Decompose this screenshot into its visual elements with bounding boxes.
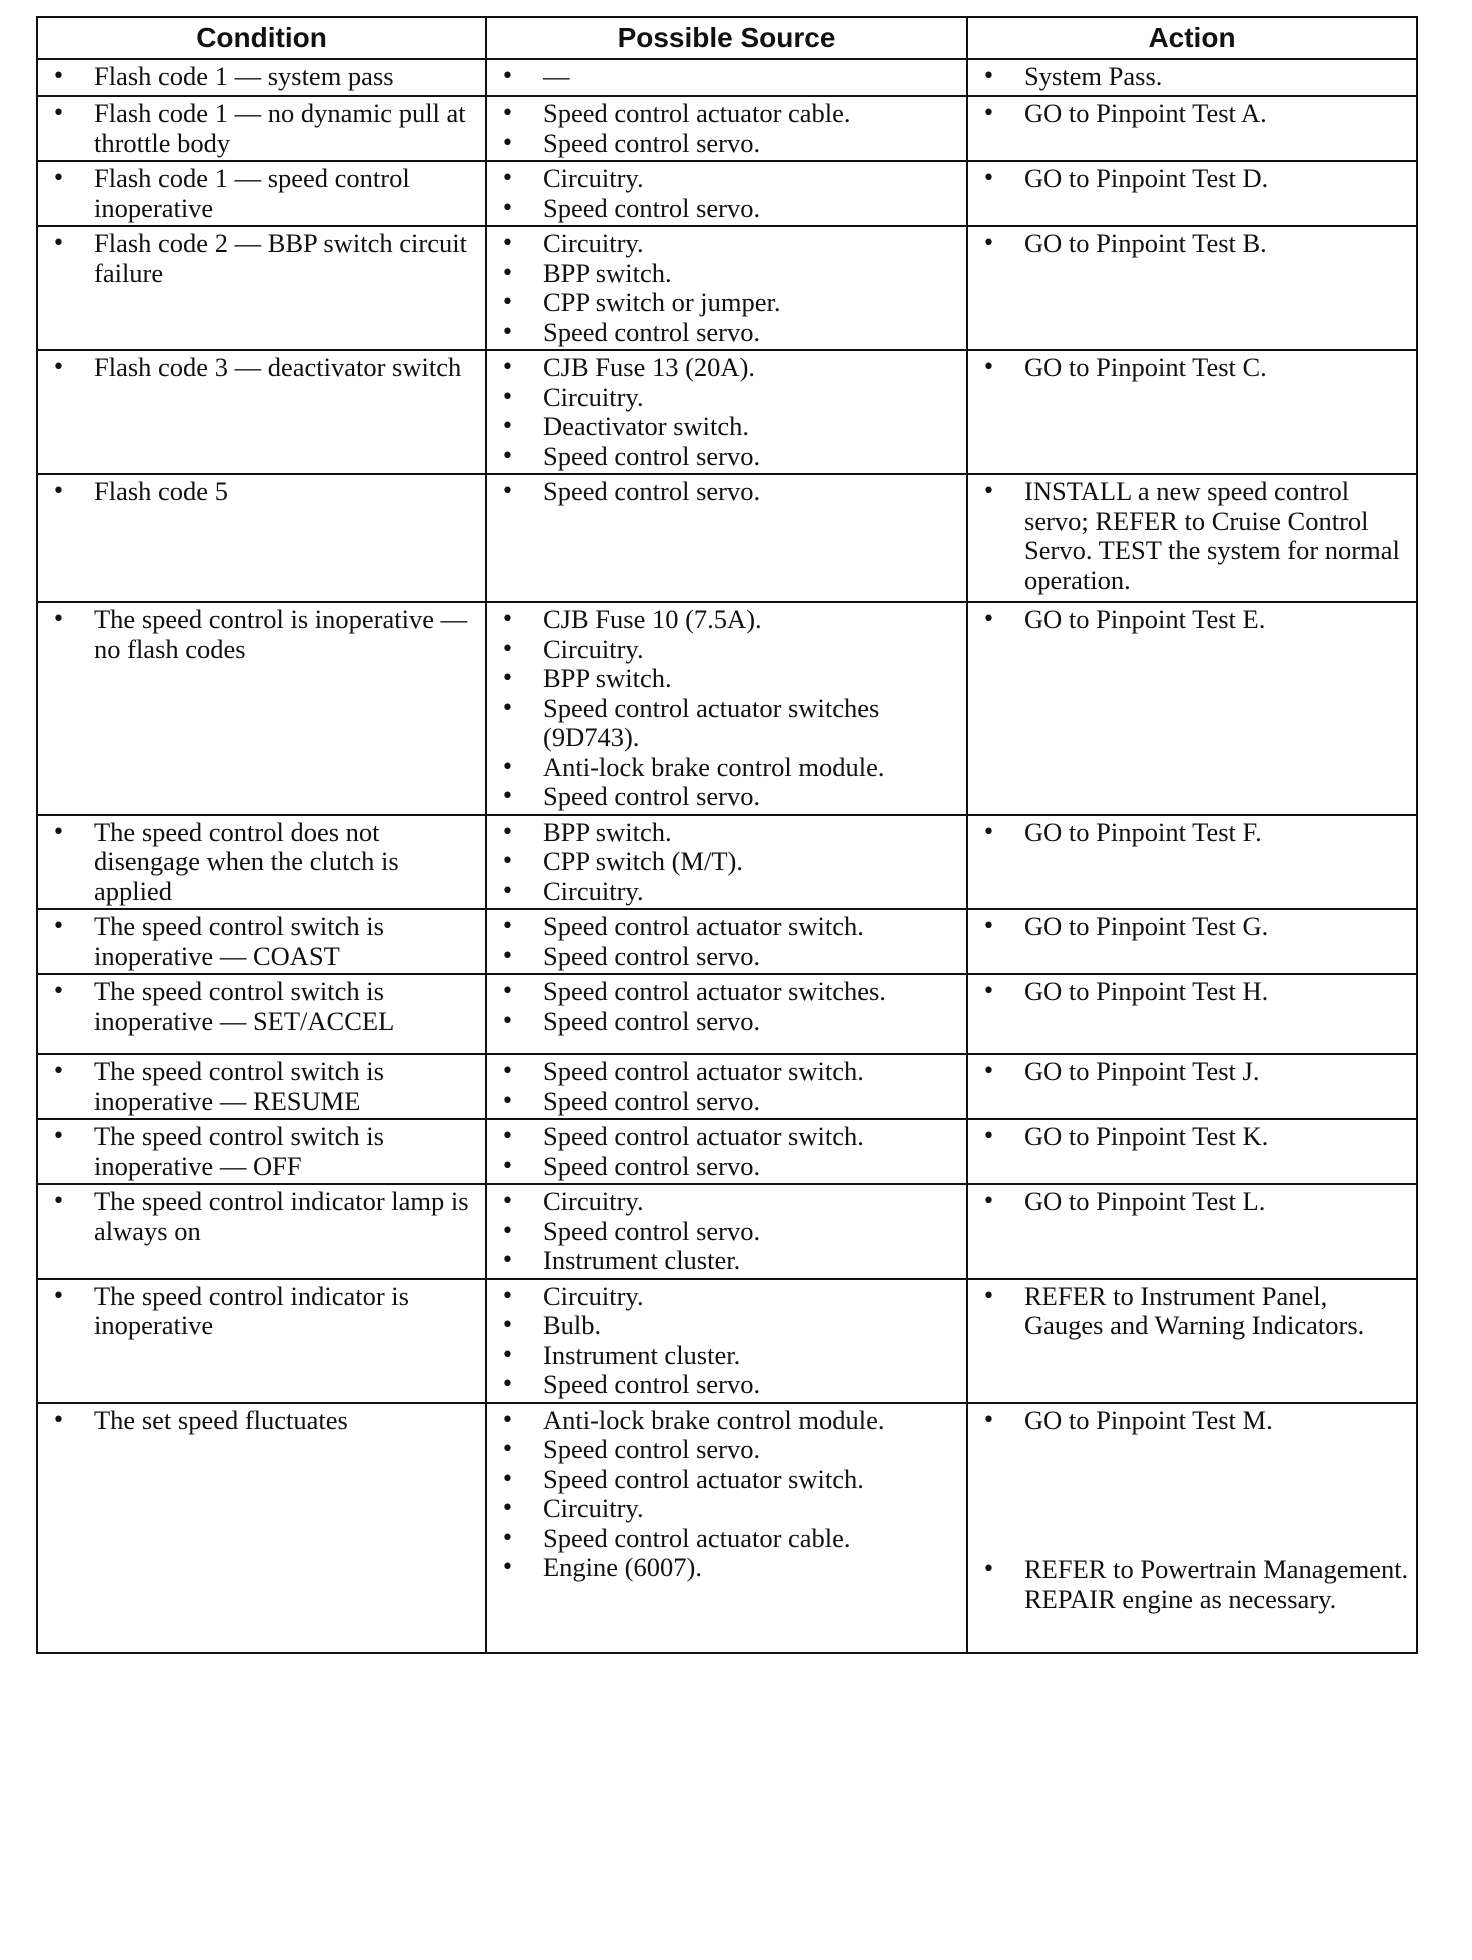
condition-cell — [37, 96, 486, 161]
condition-cell — [37, 974, 486, 1054]
action-cell — [967, 1403, 1417, 1653]
action-cell — [967, 1054, 1417, 1119]
action-cell — [967, 161, 1417, 226]
condition-cell — [37, 1403, 486, 1653]
condition-text: • Flash code 2 — BBP switch circuit failure — [50, 229, 481, 288]
possible-source-cell — [486, 1054, 967, 1119]
condition-cell — [37, 474, 486, 602]
header-condition: Condition — [37, 17, 486, 59]
source-item: • Speed control servo. — [499, 1152, 962, 1182]
source-item: • Speed control servo. — [499, 442, 962, 472]
condition-text: • Flash code 1 — system pass — [50, 62, 481, 92]
action-item: • REFER to Powertrain Management. REPAIR engine as necessary. — [980, 1555, 1412, 1614]
source-item: • Speed control actuator switch. — [499, 1465, 962, 1495]
source-item: • Speed control servo. — [499, 1435, 962, 1465]
table-body — [37, 59, 1417, 1653]
table-row — [37, 350, 1417, 474]
source-item: • BPP switch. — [499, 664, 962, 694]
possible-source-cell — [486, 974, 967, 1054]
source-item: • Speed control actuator switch. — [499, 1057, 962, 1087]
condition-cell — [37, 226, 486, 350]
condition-cell — [37, 1054, 486, 1119]
header-action: Action — [967, 17, 1417, 59]
condition-cell — [37, 1279, 486, 1403]
condition-text: • Flash code 5 — [50, 477, 481, 507]
condition-cell — [37, 350, 486, 474]
source-item: • Speed control servo. — [499, 194, 962, 224]
source-item: • Speed control servo. — [499, 1087, 962, 1117]
source-item: • Speed control servo. — [499, 942, 962, 972]
source-item: • Circuitry. — [499, 1187, 962, 1217]
source-item: • Engine (6007). — [499, 1553, 962, 1583]
action-item: • GO to Pinpoint Test F. — [980, 818, 1412, 848]
source-item: • Circuitry. — [499, 1282, 962, 1312]
condition-text: • The speed control switch is inoperative — SET/ACCEL — [50, 977, 481, 1036]
action-cell — [967, 1184, 1417, 1279]
source-item: • Circuitry. — [499, 877, 962, 907]
action-item: • GO to Pinpoint Test L. — [980, 1187, 1412, 1217]
possible-source-cell — [486, 474, 967, 602]
possible-source-cell — [486, 96, 967, 161]
action-item: • GO to Pinpoint Test M. — [980, 1406, 1412, 1436]
action-item: • GO to Pinpoint Test C. — [980, 353, 1412, 383]
condition-text: • The speed control is inoperative — no flash codes — [50, 605, 481, 664]
condition-cell — [37, 1119, 486, 1184]
condition-cell — [37, 602, 486, 815]
source-item: • Speed control servo. — [499, 129, 962, 159]
action-item: • GO to Pinpoint Test G. — [980, 912, 1412, 942]
action-cell — [967, 474, 1417, 602]
condition-text: • The speed control switch is inoperative — COAST — [50, 912, 481, 971]
action-item: • INSTALL a new speed control servo; REFER to Cruise Control Servo. TEST the system for normal operation. — [980, 477, 1412, 595]
source-item: • Speed control servo. — [499, 782, 962, 812]
table-row — [37, 909, 1417, 974]
action-item: • GO to Pinpoint Test D. — [980, 164, 1412, 194]
condition-text: • The speed control does not disengage when the clutch is applied — [50, 818, 481, 907]
source-item: • CPP switch or jumper. — [499, 288, 962, 318]
condition-cell — [37, 161, 486, 226]
action-item: • System Pass. — [980, 62, 1412, 92]
possible-source-cell — [486, 161, 967, 226]
action-cell — [967, 909, 1417, 974]
source-item: • Circuitry. — [499, 164, 962, 194]
possible-source-cell — [486, 1119, 967, 1184]
action-cell — [967, 226, 1417, 350]
action-item: • GO to Pinpoint Test K. — [980, 1122, 1412, 1152]
source-item: • Speed control servo. — [499, 1370, 962, 1400]
source-item: • Speed control servo. — [499, 1007, 962, 1037]
action-cell — [967, 815, 1417, 910]
condition-text: • The speed control indicator is inoperative — [50, 1282, 481, 1341]
table-row — [37, 1403, 1417, 1653]
action-cell — [967, 1279, 1417, 1403]
source-item: • Instrument cluster. — [499, 1341, 962, 1371]
header-possible-source: Possible Source — [486, 17, 967, 59]
source-item: • CJB Fuse 10 (7.5A). — [499, 605, 962, 635]
table-row — [37, 1279, 1417, 1403]
source-item: • Anti-lock brake control module. — [499, 1406, 962, 1436]
source-item: • CJB Fuse 13 (20A). — [499, 353, 962, 383]
possible-source-cell — [486, 1403, 967, 1653]
condition-text: • Flash code 1 — speed control inoperative — [50, 164, 481, 223]
source-item: • Speed control actuator switches (9D743). — [499, 694, 962, 753]
condition-cell — [37, 1184, 486, 1279]
action-cell — [967, 96, 1417, 161]
possible-source-cell — [486, 815, 967, 910]
source-item: • Speed control actuator cable. — [499, 99, 962, 129]
table-row — [37, 815, 1417, 910]
possible-source-cell — [486, 602, 967, 815]
source-item: • Deactivator switch. — [499, 412, 962, 442]
condition-text: • The set speed fluctuates — [50, 1406, 481, 1436]
condition-text: • The speed control indicator lamp is always on — [50, 1187, 481, 1246]
header-row — [37, 17, 1417, 59]
source-item: • Circuitry. — [499, 635, 962, 665]
diagnosis-table-container — [36, 16, 1416, 1654]
condition-text: • The speed control switch is inoperative — OFF — [50, 1122, 481, 1181]
action-spacer — [980, 1435, 1412, 1555]
source-item: • BPP switch. — [499, 259, 962, 289]
condition-text: • Flash code 1 — no dynamic pull at throttle body — [50, 99, 481, 158]
table-row — [37, 96, 1417, 161]
condition-text: • The speed control switch is inoperative — RESUME — [50, 1057, 481, 1116]
source-item: • Speed control actuator switches. — [499, 977, 962, 1007]
action-item: • GO to Pinpoint Test A. — [980, 99, 1412, 129]
source-item: • Bulb. — [499, 1311, 962, 1341]
source-item: • Circuitry. — [499, 1494, 962, 1524]
possible-source-cell — [486, 350, 967, 474]
table-row — [37, 602, 1417, 815]
symptom-chart-table — [36, 16, 1418, 1654]
action-item: • GO to Pinpoint Test B. — [980, 229, 1412, 259]
action-cell — [967, 350, 1417, 474]
source-item: • — — [499, 62, 962, 92]
source-item: • BPP switch. — [499, 818, 962, 848]
source-item: • Speed control actuator switch. — [499, 912, 962, 942]
condition-cell — [37, 815, 486, 910]
source-item: • Speed control actuator cable. — [499, 1524, 962, 1554]
table-row — [37, 59, 1417, 96]
table-row — [37, 1184, 1417, 1279]
action-item: • GO to Pinpoint Test J. — [980, 1057, 1412, 1087]
table-row — [37, 974, 1417, 1054]
possible-source-cell — [486, 909, 967, 974]
source-item: • Instrument cluster. — [499, 1246, 962, 1276]
action-item: • GO to Pinpoint Test H. — [980, 977, 1412, 1007]
condition-cell — [37, 59, 486, 96]
table-row — [37, 1054, 1417, 1119]
source-item: • Circuitry. — [499, 229, 962, 259]
action-cell — [967, 974, 1417, 1054]
possible-source-cell — [486, 226, 967, 350]
possible-source-cell — [486, 1279, 967, 1403]
source-item: • Circuitry. — [499, 383, 962, 413]
action-cell — [967, 1119, 1417, 1184]
possible-source-cell — [486, 59, 967, 96]
table-row — [37, 161, 1417, 226]
table-row — [37, 1119, 1417, 1184]
table-row — [37, 226, 1417, 350]
source-item: • Speed control servo. — [499, 318, 962, 348]
source-item: • Speed control actuator switch. — [499, 1122, 962, 1152]
source-item: • Speed control servo. — [499, 1217, 962, 1247]
source-item: • Speed control servo. — [499, 477, 962, 507]
source-item: • CPP switch (M/T). — [499, 847, 962, 877]
action-cell — [967, 602, 1417, 815]
possible-source-cell — [486, 1184, 967, 1279]
condition-text: • Flash code 3 — deactivator switch — [50, 353, 481, 383]
source-item: • Anti-lock brake control module. — [499, 753, 962, 783]
action-cell — [967, 59, 1417, 96]
table-row — [37, 474, 1417, 602]
condition-cell — [37, 909, 486, 974]
action-item: • REFER to Instrument Panel, Gauges and Warning Indicators. — [980, 1282, 1412, 1341]
action-item: • GO to Pinpoint Test E. — [980, 605, 1412, 635]
